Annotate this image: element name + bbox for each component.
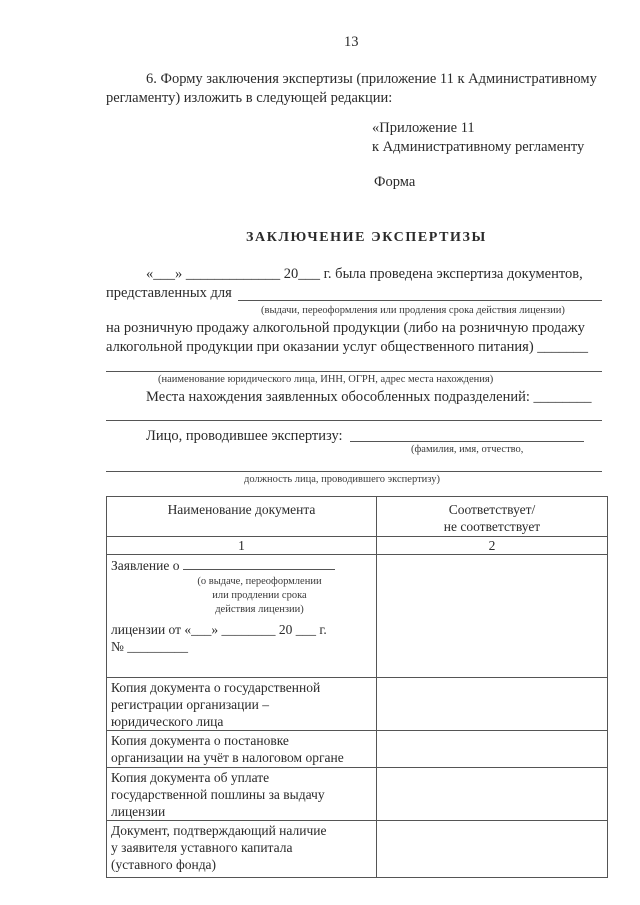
document-title: ЗАКЛЮЧЕНИЕ ЭКСПЕРТИЗЫ bbox=[246, 230, 487, 245]
document-label-cell: Копия документа о государственной регистрации организации – юридического лица bbox=[107, 678, 377, 731]
documents-table bbox=[106, 496, 608, 878]
document-status-cell bbox=[377, 821, 608, 878]
license-from-line: лицензии от «___» ________ 20 ___ г. bbox=[111, 622, 327, 637]
date-year: 20___ bbox=[283, 266, 320, 282]
date-month: _____________ bbox=[185, 266, 281, 282]
document-label-cell: Копия документа о постановке организации на учёт в налоговом органе bbox=[107, 731, 377, 768]
license-number-line: № _________ bbox=[111, 639, 189, 654]
position-note: должность лица, проводившего экспертизу) bbox=[244, 474, 440, 485]
expert-blank-line bbox=[350, 441, 584, 442]
org-note: (наименование юридического лица, ИНН, ОГРН, адрес места нахождения) bbox=[158, 374, 494, 385]
date-day: «___» bbox=[146, 266, 183, 282]
document-status-cell bbox=[377, 678, 608, 731]
intro-line-2: регламенту) изложить в следующей редакции: bbox=[106, 90, 393, 106]
document-status-cell bbox=[377, 731, 608, 768]
table-row bbox=[107, 555, 608, 678]
presented-for-label: представленных для bbox=[106, 285, 232, 301]
retail-line-1: на розничную продажу алкогольной продукции (либо на розничную продажу bbox=[106, 320, 585, 336]
expert-label: Лицо, проводившее экспертизу: bbox=[146, 428, 343, 444]
table-row bbox=[107, 678, 608, 731]
table-row bbox=[107, 768, 608, 821]
date-line bbox=[146, 266, 583, 283]
col-number-2: 2 bbox=[377, 537, 608, 555]
org-blank-line bbox=[106, 371, 602, 372]
position-blank-line bbox=[106, 471, 602, 472]
application-blank bbox=[183, 557, 335, 570]
application-cell bbox=[107, 555, 377, 678]
table-header-row bbox=[107, 497, 608, 537]
branches-blank-line bbox=[106, 420, 602, 421]
col-number-1: 1 bbox=[107, 537, 377, 555]
document-label-cell: Документ, подтверждающий наличие у заявителя уставного капитала (уставного фонда) bbox=[107, 821, 377, 878]
header-compliance: Соответствует/ не соответствует bbox=[377, 497, 608, 537]
application-line bbox=[111, 557, 372, 574]
page-number: 13 bbox=[344, 34, 359, 50]
branches-line: Места нахождения заявленных обособленных подразделений: ________ bbox=[146, 389, 592, 405]
document-label-cell: Копия документа об уплате государственной пошлины за выдачу лицензии bbox=[107, 768, 377, 821]
name-note: (фамилия, имя, отчество, bbox=[411, 444, 524, 455]
purpose-blank-line bbox=[238, 300, 602, 301]
document-status-cell bbox=[377, 768, 608, 821]
table-number-row bbox=[107, 537, 608, 555]
table-row bbox=[107, 821, 608, 878]
application-note: (о выдаче, переоформлении или продлении срока действия лицензии) bbox=[197, 576, 322, 615]
application-prefix: Заявление о bbox=[111, 558, 180, 573]
application-status-cell bbox=[377, 555, 608, 678]
form-label: Форма bbox=[374, 174, 416, 190]
intro-line-1: 6. Форму заключения экспертизы (приложение 11 к Административному bbox=[146, 71, 597, 87]
retail-line-2: алкогольной продукции при оказании услуг общественного питания) _______ bbox=[106, 339, 589, 355]
table-row bbox=[107, 731, 608, 768]
appendix-line-2: к Административному регламенту bbox=[372, 139, 585, 155]
header-document-name: Наименование документа bbox=[107, 497, 377, 537]
purpose-note: (выдачи, переоформления или продления срока действия лицензии) bbox=[261, 305, 565, 316]
date-rest: г. была проведена экспертиза документов, bbox=[323, 266, 583, 282]
appendix-line-1: «Приложение 11 bbox=[372, 120, 475, 136]
